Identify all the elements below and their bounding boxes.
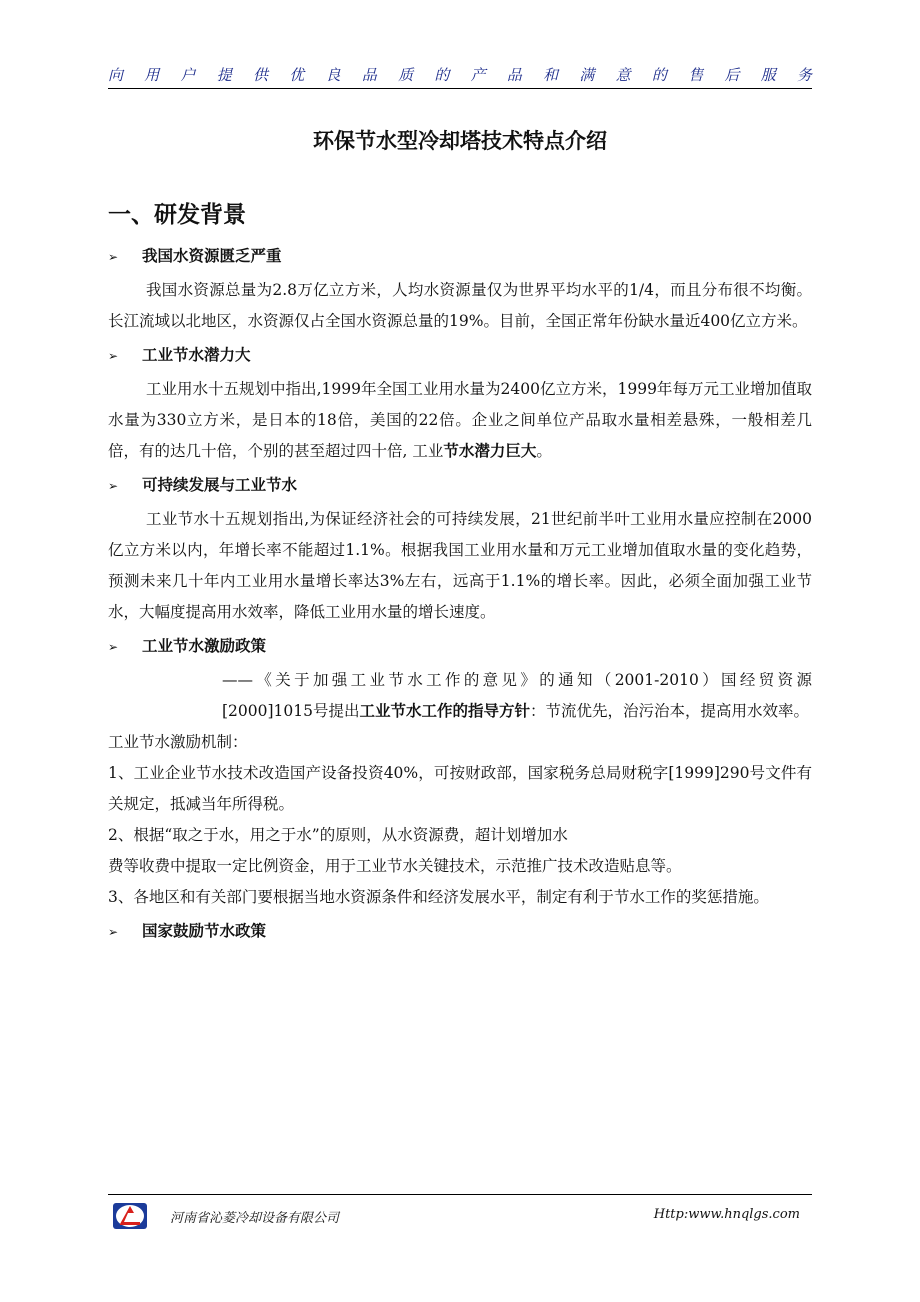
section-heading-background: 一、研发背景 (108, 202, 246, 228)
arrow-bullet-icon: ➢ (108, 479, 119, 493)
subheading-industrial-potential: ➢ 工业节水潜力大 (108, 339, 812, 372)
incentive-item-1: 1、工业企业节水技术改造国产设备投资40%，可按财政部，国家税务总局财税字[1999]290号文件有关规定，抵减当年所得税。 (108, 764, 812, 813)
arrow-bullet-icon: ➢ (108, 925, 119, 939)
subheading-incentive-policy: ➢ 工业节水激励政策 (108, 630, 812, 663)
subheading-sustainable-development: ➢ 可持续发展与工业节水 (108, 469, 812, 502)
incentive-item-2-line-1: 2、根据“取之于水，用之于水”的原则，从水资源费，超计划增加水 (108, 826, 568, 844)
arrow-bullet-icon: ➢ (108, 250, 119, 264)
paragraph-water-shortage: 我国水资源总量为2.8万亿立方米，人均水资源量仅为世界平均水平的1/4，而且分布很不均衡。长江流域以北地区，水资源仅占全国水资源总量的19%。目前，全国正常年份缺水量近400亿立方米。 (108, 281, 812, 330)
paragraph-sustainable-development: 工业节水十五规划指出,为保证经济社会的可持续发展，21世纪前半叶工业用水量应控制在2000亿立方米以内，年增长率不能超过1.1%。根据我国工业用水量和万元工业增加值取水量的变化趋势，预测未来几十年内工业用水量增长率达3%左右，远高于1.1%的增长率。因此，必须全面加强工业节水，大幅度提高用水效率，降低工业用水量的增长速度。 (108, 510, 812, 621)
subheading-water-shortage: ➢ 我国水资源匮乏严重 (108, 240, 812, 273)
policy-quote: ——《关于加强工业节水工作的意见》的通知（2001-2010）国经贸资源[2000]1015号提出工业节水工作的指导方针：节流优先，治污治本，提高用水效率。 (222, 671, 812, 720)
document-title: 环保节水型冷却塔技术特点介绍 (313, 129, 607, 153)
footer-rule (108, 1194, 812, 1195)
incentive-item-3: 3、各地区和有关部门要根据当地水资源条件和经济发展水平，制定有利于节水工作的奖惩措施。 (108, 888, 769, 906)
header-motto: 向用户提供优良品质的产品和满意的售后服务 (108, 66, 812, 84)
subheading-national-policy: ➢ 国家鼓励节水政策 (108, 915, 812, 948)
footer-company-name: 河南省沁菱冷却设备有限公司 (170, 1211, 340, 1226)
header-rule (108, 88, 812, 89)
paragraph-industrial-potential: 工业用水十五规划中指出,1999年全国工业用水量为2400亿立方米，1999年每万元工业增加值取水量为330立方米，是日本的18倍，美国的22倍。企业之间单位产品取水量相差悬殊，一般相差几倍，有的达几十倍，个别的甚至超过四十倍, 工业节水潜力巨大。 (108, 380, 812, 460)
incentive-mechanism-label: 工业节水激励机制： (108, 733, 248, 751)
footer-website-url: Http:www.hnqlgs.com (653, 1207, 800, 1222)
incentive-item-2-line-2: 费等收费中提取一定比例资金，用于工业节水关键技术，示范推广技术改造贴息等。 (108, 857, 682, 875)
arrow-bullet-icon: ➢ (108, 349, 119, 363)
arrow-bullet-icon: ➢ (108, 640, 119, 654)
document-body (108, 238, 812, 950)
company-logo-icon (112, 1200, 148, 1232)
